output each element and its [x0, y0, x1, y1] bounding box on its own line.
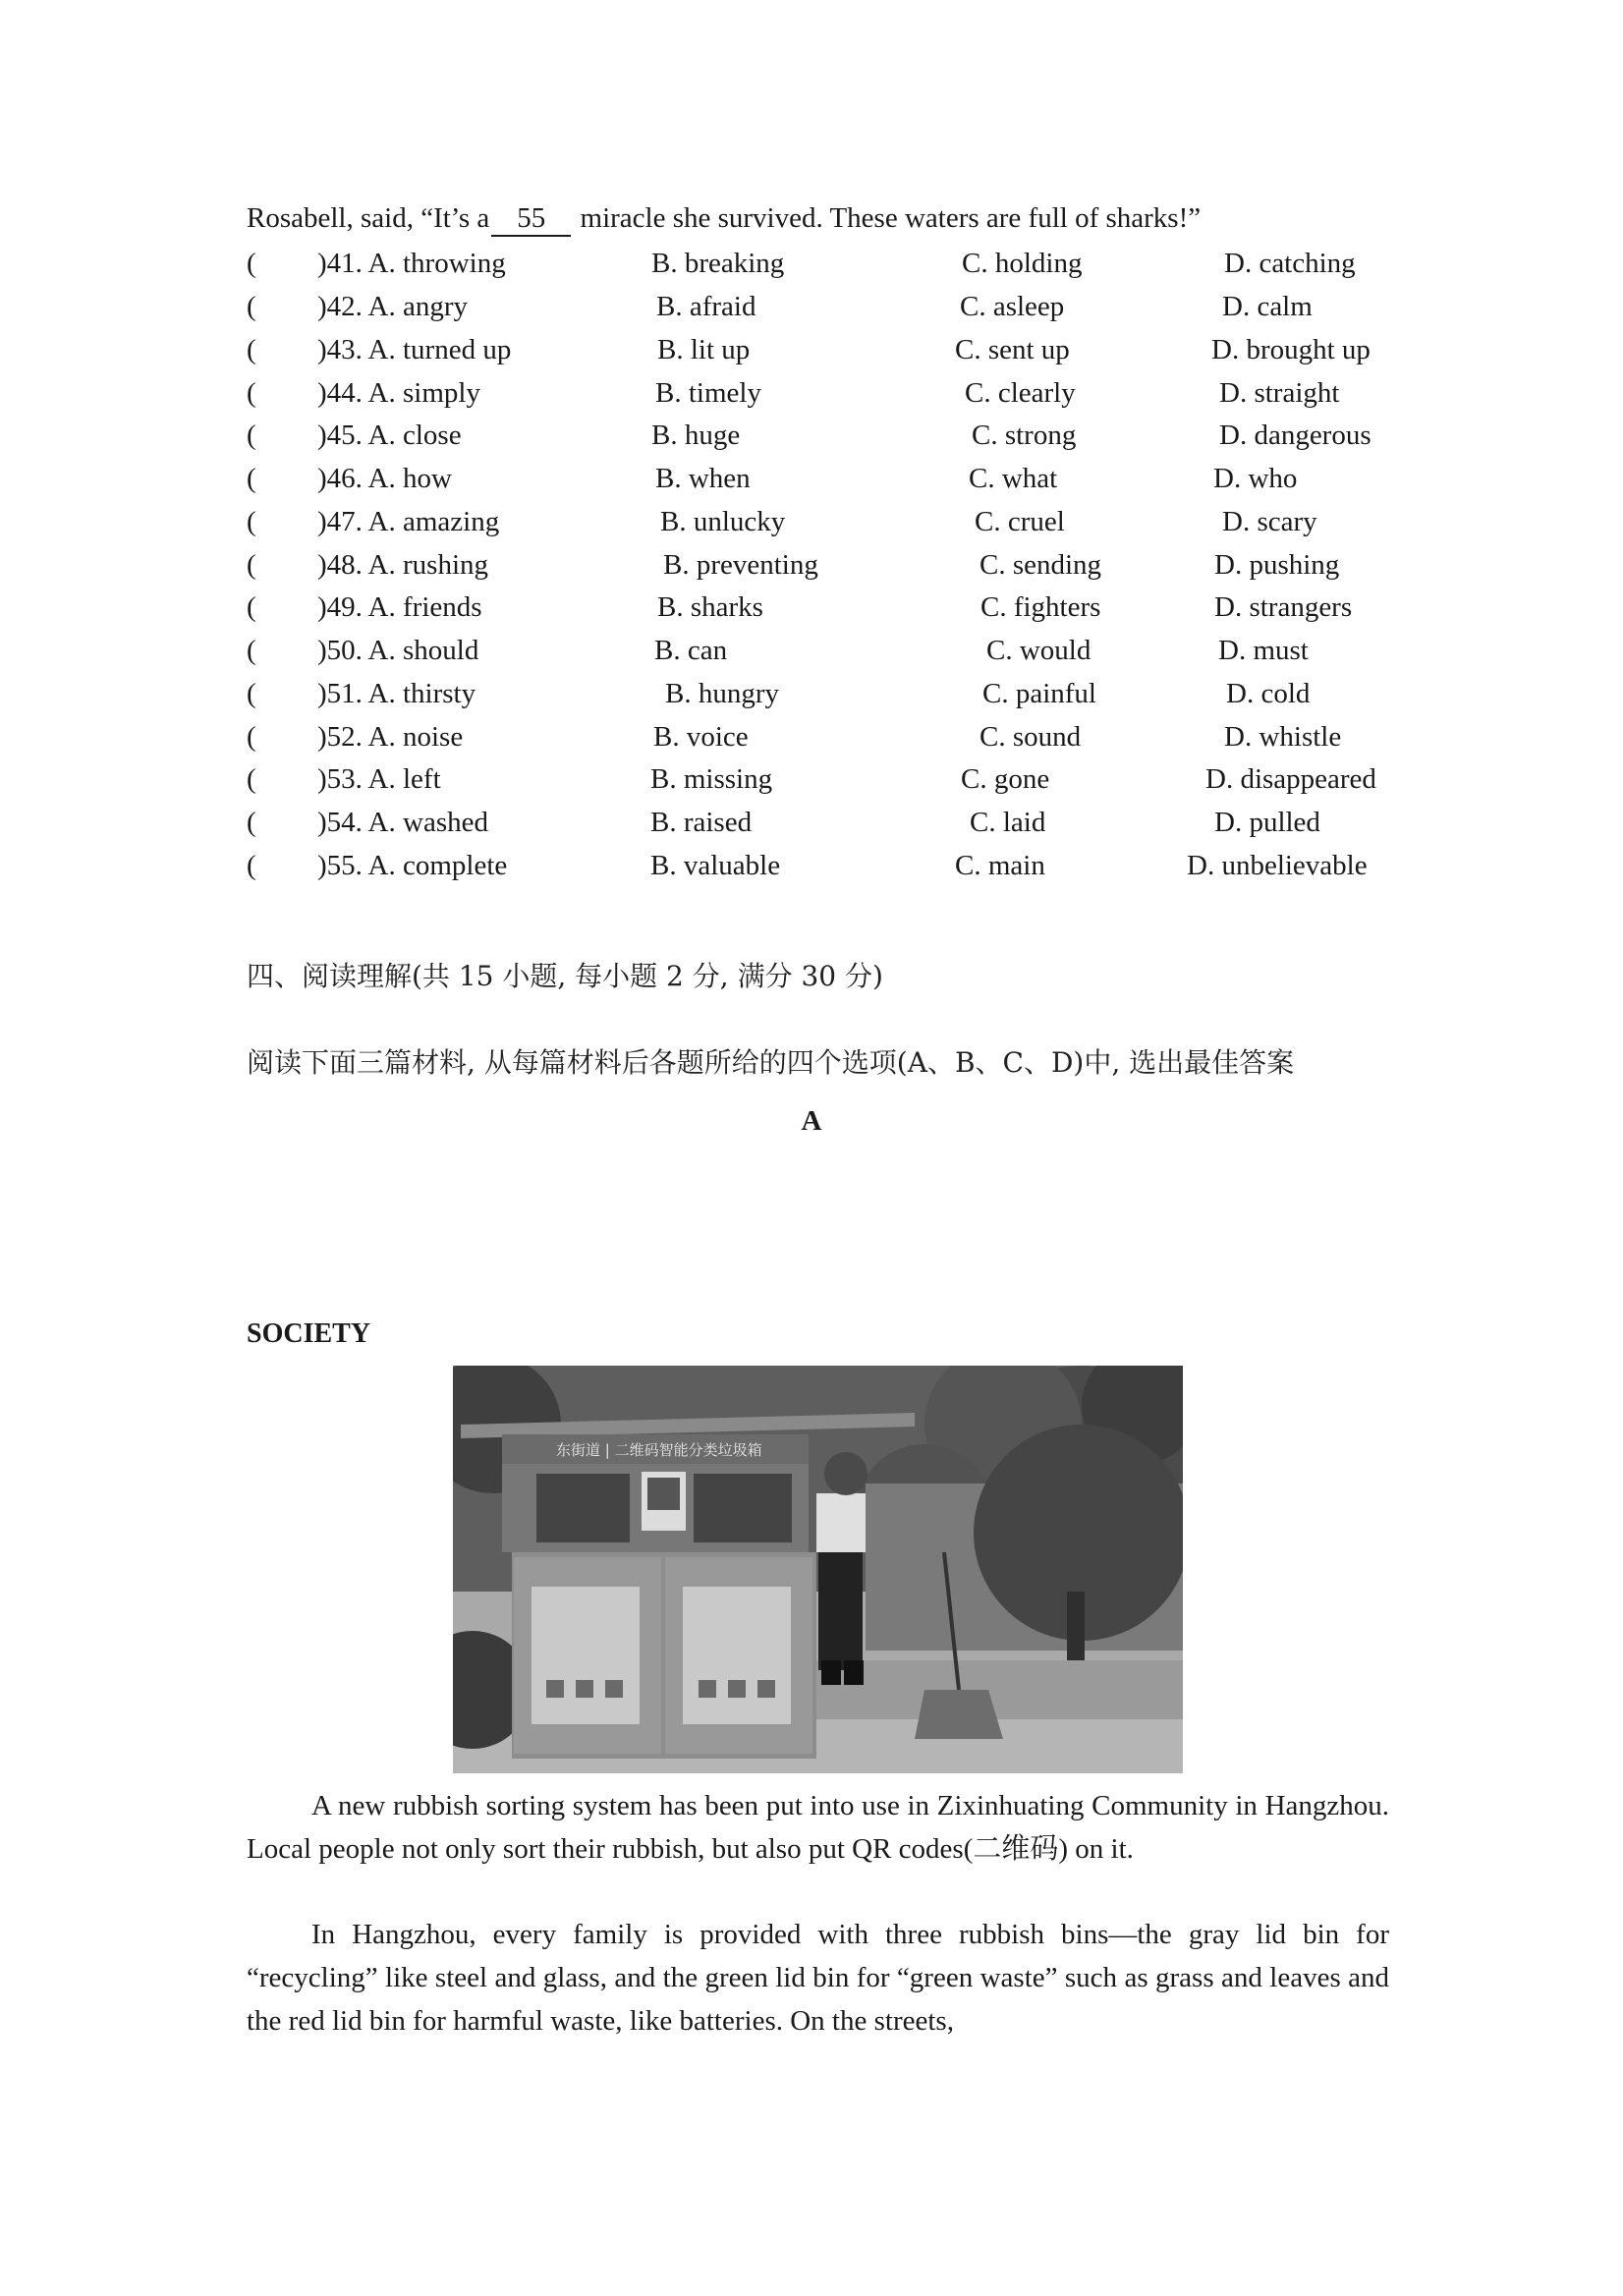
option-b: B. timely [655, 377, 761, 409]
article-paragraph: A new rubbish sorting system has been put into use in Zixinhuating Community in Hangzhou. Local people not only sort their rubbish, but also put QR codes(二维码) on it. [247, 1790, 1389, 1865]
option-a: )52. A. noise [317, 721, 464, 753]
option-d: D. straight [1219, 377, 1340, 409]
question-row [247, 763, 1396, 799]
answer-paren[interactable]: ( [247, 463, 256, 494]
option-a: )49. A. friends [317, 591, 482, 623]
option-d: D. pushing [1214, 549, 1340, 581]
option-d: D. whistle [1224, 721, 1342, 753]
option-c: C. main [955, 850, 1045, 881]
rubbish-bin-photo [453, 1366, 1183, 1773]
option-b: B. raised [650, 807, 753, 838]
option-a: )41. A. throwing [317, 248, 506, 279]
option-c: C. would [986, 635, 1091, 666]
option-a: )46. A. how [317, 463, 452, 494]
option-a: )45. A. close [317, 420, 462, 451]
option-a: )42. A. angry [317, 291, 469, 322]
option-d: D. who [1213, 463, 1298, 494]
option-a: )48. A. rushing [317, 549, 488, 581]
answer-paren[interactable]: ( [247, 591, 256, 623]
option-b: B. unlucky [660, 506, 786, 537]
option-b: B. sharks [657, 591, 763, 623]
answer-paren[interactable]: ( [247, 850, 256, 881]
question-row [247, 678, 1396, 713]
answer-paren[interactable]: ( [247, 506, 256, 537]
option-b: B. valuable [650, 850, 781, 881]
option-c: C. asleep [960, 291, 1065, 322]
answer-paren[interactable]: ( [247, 721, 256, 753]
option-c: C. cruel [975, 506, 1065, 537]
question-row [247, 549, 1396, 585]
photo-illustration [453, 1366, 1183, 1773]
option-c: C. painful [982, 678, 1096, 709]
option-c: C. strong [972, 420, 1077, 451]
question-row [247, 248, 1396, 283]
option-c: C. fighters [980, 591, 1101, 623]
option-d: D. dangerous [1219, 420, 1371, 451]
photo-sign-text: 东街道 | 二维码智能分类垃圾箱 [556, 1441, 762, 1459]
passage-tail-suffix: miracle she survived. These waters are full of sharks!” [580, 202, 1202, 234]
option-b: B. afraid [656, 291, 756, 322]
answer-paren[interactable]: ( [247, 763, 256, 795]
answer-paren[interactable]: ( [247, 334, 256, 365]
option-c: C. laid [970, 807, 1046, 838]
answer-paren[interactable]: ( [247, 635, 256, 666]
option-b: B. breaking [651, 248, 785, 279]
option-d: D. must [1218, 635, 1309, 666]
answer-paren[interactable]: ( [247, 807, 256, 838]
section-instruction: 阅读下面三篇材料, 从每篇材料后各题所给的四个选项(A、B、C、D)中, 选出最佳答案 [247, 1046, 1295, 1079]
option-b: B. voice [653, 721, 749, 753]
option-d: D. unbelievable [1187, 850, 1368, 881]
option-c: C. holding [962, 248, 1083, 279]
question-row [247, 334, 1396, 369]
question-row [247, 635, 1396, 670]
option-d: D. strangers [1214, 591, 1353, 623]
option-b: B. lit up [657, 334, 751, 365]
question-row [247, 420, 1396, 455]
option-a: )51. A. thirsty [317, 678, 476, 709]
question-row [247, 850, 1396, 885]
option-d: D. brought up [1211, 334, 1371, 365]
answer-paren[interactable]: ( [247, 678, 256, 709]
option-c: C. sent up [955, 334, 1070, 365]
question-row [247, 377, 1396, 413]
option-d: D. cold [1226, 678, 1311, 709]
option-b: B. can [654, 635, 728, 666]
option-a: )47. A. amazing [317, 506, 500, 537]
article-paragraph: In Hangzhou, every family is provided with three rubbish bins—the gray lid bin for “recycling” like steel and glass, and the green lid bin for “green waste” such as grass and leaves and the red lid bin for harmful waste, like batteries. On the streets, [247, 1919, 1389, 2037]
option-a: )50. A. should [317, 635, 479, 666]
question-row [247, 291, 1396, 326]
option-c: C. clearly [965, 377, 1076, 409]
option-d: D. catching [1224, 248, 1356, 279]
answer-paren[interactable]: ( [247, 248, 256, 279]
answer-paren[interactable]: ( [247, 377, 256, 409]
question-row [247, 807, 1396, 842]
question-row [247, 506, 1396, 541]
option-c: C. what [969, 463, 1058, 494]
option-b: B. hungry [665, 678, 779, 709]
blank-55: 55 [491, 204, 571, 237]
question-row [247, 721, 1396, 756]
answer-paren[interactable]: ( [247, 549, 256, 581]
option-c: C. gone [961, 763, 1050, 795]
article-section-label: SOCIETY [247, 1318, 371, 1349]
option-b: B. huge [651, 420, 741, 451]
option-a: )54. A. washed [317, 807, 488, 838]
passage-tail-line [247, 204, 1201, 237]
option-c: C. sound [979, 721, 1082, 753]
section-title: 四、阅读理解(共 15 小题, 每小题 2 分, 满分 30 分) [247, 960, 883, 992]
answer-paren[interactable]: ( [247, 291, 256, 322]
option-a: )55. A. complete [317, 850, 508, 881]
question-row [247, 463, 1396, 498]
option-d: D. calm [1222, 291, 1313, 322]
option-d: D. pulled [1214, 807, 1320, 838]
passage-label: A [801, 1105, 822, 1137]
option-b: B. missing [650, 763, 773, 795]
option-b: B. when [655, 463, 751, 494]
option-d: D. disappeared [1205, 763, 1376, 795]
question-row [247, 591, 1396, 627]
option-b: B. preventing [663, 549, 818, 581]
option-a: )44. A. simply [317, 377, 480, 409]
option-d: D. scary [1222, 506, 1317, 537]
passage-tail-prefix: Rosabell, said, “It’s a [247, 202, 490, 234]
option-a: )43. A. turned up [317, 334, 512, 365]
option-c: C. sending [979, 549, 1102, 581]
answer-paren[interactable]: ( [247, 420, 256, 451]
option-a: )53. A. left [317, 763, 441, 795]
